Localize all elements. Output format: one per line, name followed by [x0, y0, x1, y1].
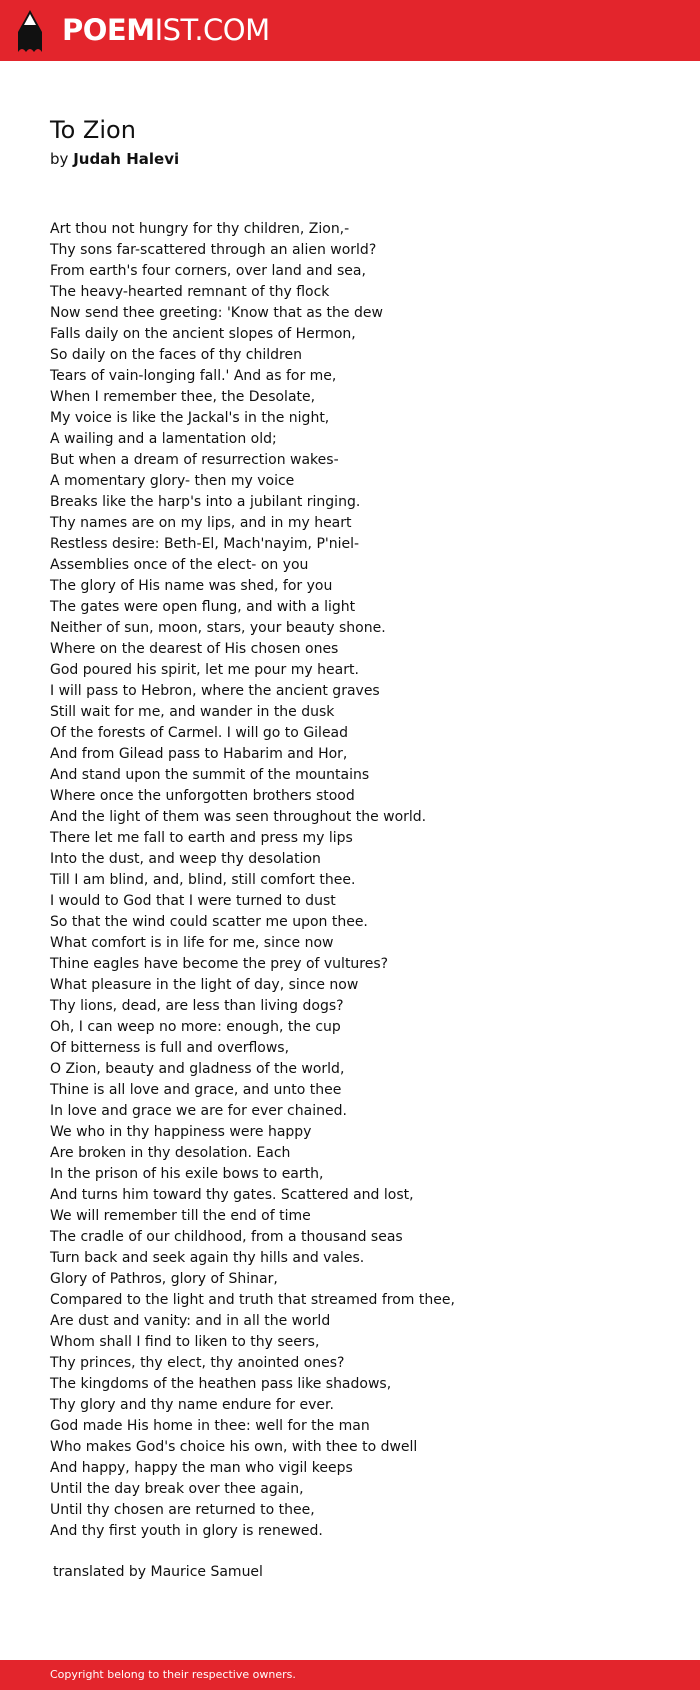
poem-line: And from Gilead pass to Habarim and Hor, [50, 746, 348, 762]
poem-line: Tears of vain-longing fall.' And as for me, [50, 368, 337, 384]
poem-line: So that the wind could scatter me upon thee. [50, 914, 368, 930]
site-header [0, 0, 700, 61]
poem-line: But when a dream of resurrection wakes- [50, 452, 339, 468]
poem-line: Of the forests of Carmel. I will go to Gilead [50, 725, 349, 741]
poem-line: I would to God that I were turned to dust [50, 893, 336, 909]
poem-line: And happy, happy the man who vigil keeps [50, 1460, 353, 1476]
poem-line: Thy princes, thy elect, thy anointed ones? [50, 1355, 345, 1371]
site-footer [0, 1660, 700, 1690]
poem-byline [50, 148, 179, 170]
poem-line: From earth's four corners, over land and sea, [50, 263, 366, 279]
poem-line: There let me fall to earth and press my lips [50, 830, 353, 846]
copyright-notice: Copyright belong to their respective owners. [50, 1668, 296, 1681]
poem-line: Are broken in thy desolation. Each [50, 1145, 291, 1161]
poem-line: The gates were open flung, and with a light [50, 599, 356, 615]
poem-line: Until the day break over thee again, [50, 1481, 304, 1497]
poem-line: The cradle of our childhood, from a thousand seas [50, 1229, 403, 1245]
poem-line: A wailing and a lamentation old; [50, 431, 277, 447]
poem-line: The kingdoms of the heathen pass like shadows, [50, 1376, 392, 1392]
poem-line: Assemblies once of the elect- on you [50, 557, 309, 573]
poem-line: Are dust and vanity: and in all the world [50, 1313, 331, 1329]
poem-line: I will pass to Hebron, where the ancient graves [50, 683, 380, 699]
poem-line: So daily on the faces of thy children [50, 347, 302, 363]
poem-line: And turns him toward thy gates. Scattered and lost, [50, 1187, 414, 1203]
poem-line: Thine eagles have become the prey of vultures? [50, 956, 389, 972]
poem-line: Thy sons far-scattered through an alien world? [50, 242, 377, 258]
poem-line: And the light of them was seen throughout the world. [50, 809, 427, 825]
poem-line: Thy glory and thy name endure for ever. [50, 1397, 334, 1413]
poem-line: The glory of His name was shed, for you [50, 578, 333, 594]
poem-line: Till I am blind, and, blind, still comfort thee. [50, 872, 356, 888]
poem-line: Art thou not hungry for thy children, Zion,- [50, 221, 350, 237]
poem-line: Thine is all love and grace, and unto thee [50, 1082, 342, 1098]
poem-body [50, 219, 670, 1542]
poem-line: A momentary glory- then my voice [50, 473, 295, 489]
poem-line: In the prison of his exile bows to earth, [50, 1166, 324, 1182]
poem-line: Restless desire: Beth-El, Mach'nayim, P'niel- [50, 536, 360, 552]
poem-line: Turn back and seek again thy hills and vales. [50, 1250, 365, 1266]
poem-line: God poured his spirit, let me pour my heart. [50, 662, 359, 678]
poem-line: Glory of Pathros, glory of Shinar, [50, 1271, 278, 1287]
logo-light-text: IST.COM [154, 13, 270, 47]
poem-line: Of bitterness is full and overflows, [50, 1040, 290, 1056]
poem-line: Neither of sun, moon, stars, your beauty shone. [50, 620, 386, 636]
poem-line: We will remember till the end of time [50, 1208, 311, 1224]
poem-line: O Zion, beauty and gladness of the world, [50, 1061, 345, 1077]
poem-line: Compared to the light and truth that streamed from thee, [50, 1292, 455, 1308]
poem-line: What comfort is in life for me, since now [50, 935, 334, 951]
poem-line: Falls daily on the ancient slopes of Hermon, [50, 326, 356, 342]
poem-title: To Zion [50, 116, 136, 144]
poem-line: Oh, I can weep no more: enough, the cup [50, 1019, 341, 1035]
poem-line: Who makes God's choice his own, with thee to dwell [50, 1439, 418, 1455]
poem-author: Judah Halevi [73, 150, 180, 168]
pencil-tip-icon[interactable] [16, 10, 44, 52]
poem-line: We who in thy happiness were happy [50, 1124, 312, 1140]
poem-line: Now send thee greeting: 'Know that as the dew [50, 305, 383, 321]
site-logo[interactable] [62, 13, 270, 47]
poem-line: When I remember thee, the Desolate, [50, 389, 316, 405]
by-label: by [50, 150, 69, 168]
poem-line: And thy first youth in glory is renewed. [50, 1523, 323, 1539]
poem-line: Where on the dearest of His chosen ones [50, 641, 339, 657]
logo-bold-text: POEM [62, 13, 155, 47]
poem-line: Until thy chosen are returned to thee, [50, 1502, 315, 1518]
poem-line: Still wait for me, and wander in the dusk [50, 704, 335, 720]
poem-line: In love and grace we are for ever chained. [50, 1103, 347, 1119]
poem-line: Whom shall I find to liken to thy seers, [50, 1334, 320, 1350]
poem-line: God made His home in thee: well for the man [50, 1418, 370, 1434]
poem-line: What pleasure in the light of day, since now [50, 977, 359, 993]
poem-line: And stand upon the summit of the mountains [50, 767, 370, 783]
poem-line: Where once the unforgotten brothers stood [50, 788, 355, 804]
translator-note: translated by Maurice Samuel [53, 1564, 263, 1580]
poem-line: Breaks like the harp's into a jubilant ringing. [50, 494, 361, 510]
poem-line: Into the dust, and weep thy desolation [50, 851, 321, 867]
poem-line: Thy names are on my lips, and in my heart [50, 515, 352, 531]
poem-line: My voice is like the Jackal's in the night, [50, 410, 330, 426]
poem-line: The heavy-hearted remnant of thy flock [50, 284, 330, 300]
poem-line: Thy lions, dead, are less than living dogs? [50, 998, 344, 1014]
